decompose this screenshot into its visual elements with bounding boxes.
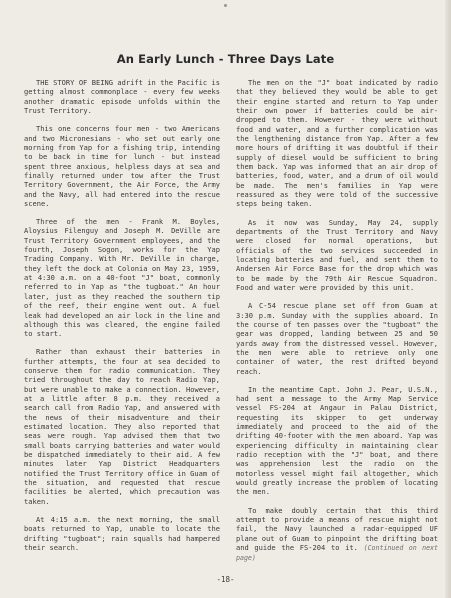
paragraph: THE STORY OF BEING adrift in the Pacific is getting almost commonplace - every few weeks another dramatic episode unfolds within the Trust Territory. <box>24 78 220 116</box>
paragraph: Three of the men - Frank M. Boyles, Aloysius Filenguy and Joseph M. DeVille are Trust Territory Government employees, and the fourth, Joseph Sogon, works for the Yap Trading Company. With Mr. DeVille in charge, they left the dock at Colonia on May 23, 1959, at 4:30 a.m. on a 40-foot "J" boat, commonly referred to in Yap as "the tugboat." An hour later, just as they reached the southern tip of the reef, their engine went out. A fuel leak had developed an air lock in the line and although this was cleared, the engine failed to start. <box>24 217 220 339</box>
continued-note: (Continued on next page) <box>236 544 438 563</box>
paragraph: A C-54 rescue plane set off from Guam at 3:30 p.m. Sunday with the supplies aboard. In the course of ten passes over the "tugboat" the gear was dropped, landing between 25 and 50 yards away from the distressed vessel. However, the men were able to retrieve only one container of water, the rest drifted beyond reach. <box>236 301 438 376</box>
paragraph: This one concerns four men - two Americans and two Micronesians - who set out early one morning from Yap for a fishing trip, intending to be back in time for lunch - but instead spent three anxious, helpless days at sea and finally returned under tow after the Trust Territory Government, the Air Force, the Army and the Navy, all had entered into the rescue scene. <box>24 124 220 208</box>
page-edge <box>445 0 451 598</box>
paragraph: As it now was Sunday, May 24, supply departments of the Trust Territory and Navy were closed for normal operations, but officials of the two services succeeded in locating batteries and fuel, and sent them to Andersen Air Force Base for the drop which was to be made by the 79th Air Rescue Squadron. Food and water were provided by this unit. <box>236 217 438 293</box>
right-column <box>236 78 438 572</box>
paragraph: Rather than exhaust their batteries in further attempts, the four at sea decided to conserve them for radio communication. They tried throughout the day to reach Radio Yap, but were unable to make a connection. However, at a little after 8 p.m. they received a search call from Radio Yap, and answered with the news of their misadventure and their estimated location. They also reported that seas were rough. Yap advised them that two small boats carrying batteries and water would be dispatched immediately to their aid. A few minutes later Yap District Headquarters notified the Trust Territory office in Guam of the situation, and requested that rescue facilities be alerted, which precaution was taken. <box>24 347 220 506</box>
paragraph: At 4:15 a.m. the next morning, the small boats returned to Yap, unable to locate the drifting "tugboat"; rain squalls had hampered their search. <box>24 514 220 552</box>
scan-mark <box>224 4 227 7</box>
paragraph <box>236 506 438 564</box>
article-title: An Early Lunch - Three Days Late <box>116 52 335 66</box>
paragraph: In the meantime Capt. John J. Pear, U.S.N., had sent a message to the Army Map Service vessel FS-204 at Angaur in Palau District, requesting its skipper to get underway immediately and proceed to the aid of the drifting 40-footer with the men aboard. Yap was experiencing difficulty in maintaining clear radio reception with the "J" boat, and there was apprehension lest the radio on the motorless vessel might fail altogether, which would greatly increase the problem of locating the men. <box>236 384 438 497</box>
paragraph: The men on the "J" boat indicated by radio that they believed they would be able to get their engine started and return to Yap under their own power if batteries could be air-dropped to them. However - they were without food and water, and a further complication was the lengthening distance from Yap. After a few more hours of drifting it was doubtful if their supply of diesel would be sufficient to bring them back. Yap was informed that an air drop of batteries, food, water, and a drum of oil would be made. The men's families in Yap were reassured as they were told of the successive steps being taken. <box>236 78 438 209</box>
page-number: -18- <box>216 575 235 584</box>
paragraph-text: To make doubly certain that this third attempt to provide a means of rescue might not fail, the Navy launched a radar-equipped UF plane out of Guam to pinpoint the drifting boat and guide the FS-204 to it. <box>236 505 438 552</box>
left-column <box>24 78 220 561</box>
